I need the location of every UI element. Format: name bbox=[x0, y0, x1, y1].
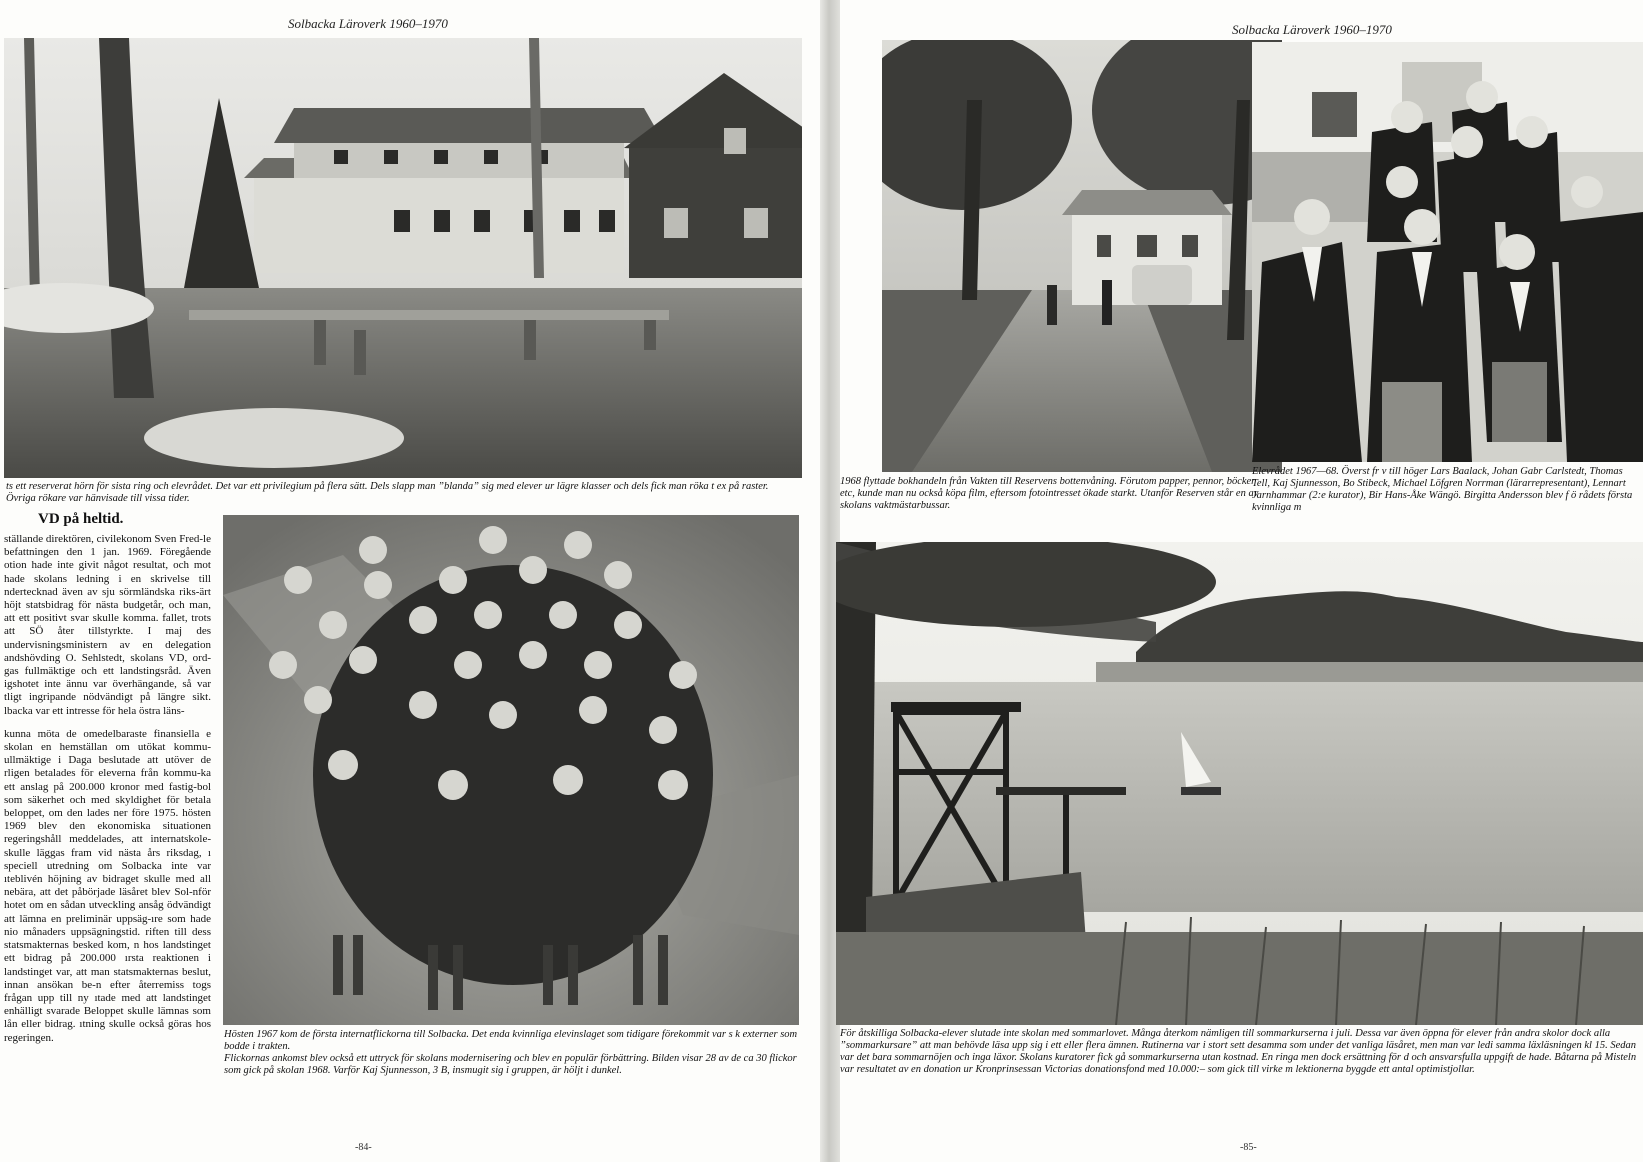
caption-lake bbox=[840, 1028, 1643, 1076]
caption-girls-group-line2: Flickornas ankomst blev också ett uttryck för skolans modernisering och blev en populär förbättring. Bilden visar 28 av de ca 30 flickor som gick på skolan 1968. Varför Kaj Sjunnesson, 3 B, insmugit sig i gruppen, är höljt i dunkel. bbox=[224, 1053, 797, 1076]
section-heading: VD på heltid. bbox=[38, 511, 124, 527]
article-paragraph-2: kunna möta de omedelbaraste finansiella e skolan en hemställan om utökat kommu-ullmäktige i Daga beslutade att utöver de rligen betalades för eleverna från kommu-ka ett anslag på 200.000 kronor med fastig-bol som säkerhet och med skyldighet för betala beloppet, om den lades ner före 1975. hösten 1969 blev den ekonomiska situationen regeringshåll meddelades, att internatskole-skulle läggas fram vid nästa års riksdag, ı speciell utredning om Solbacka inte var ıteblivén höjning av bidraget skulle med all nebära, att det påbörjade läsåret blev Sol-nför hotet om en sådan utveckling ansåg ödvändigt att lämna en preliminär uppsäg-ıre som hade nio månaders uppsägningstid. riften till dess statsmakternas besked kom, n hos landstinget ett bidrag på 200.000 ırsta reaktionen i landstinget var, att man statsmakternas beslut, innan ansökan be-n efter återremiss togs frågan upp till ny ıtade med att landstinget enhälligt svarade Beloppet skulle lämnas som lån eller bidrag. ıtning skulle också göras hos regeringen. bbox=[4, 727, 211, 1044]
caption-student-council-text: Elevrådet 1967—68. Överst fr v till höger Lars Baalack, Johan Gabr Carlstedt, Thomas Tell, Kaj Sjunnesson, Bo Stibeck, Michael Löfgren Norrman (lärarrepresentant), Lennart Jarnhammar (2:e kurator), Bir Hans-Åke Wängö. Birgitta Andersson blev f ö rådets första kvinnliga m bbox=[1252, 466, 1633, 513]
article-body bbox=[4, 533, 211, 1055]
photo-school-buildings bbox=[4, 38, 802, 478]
article-paragraph-1: ställande direktören, civilekonom Sven Fred-le befattningen den 1 jan. 1969. Föregående otion hade inte givit något resultat, och mot hade skolans ledning i en skrivelse till ndertecknad även av sju sörmländska riks-ärt höjt statsbidrag för nästa budgetår, och man, att ett positivt svar skulle komma. fallet, trots att SÖ åter tillstyrkte. I maj des undervisningsministern av en delegation andshövding O. Sehlstedt, skolans VD, ord-gas fullmäktige och ett landstingsråd. Även igshotet inte ännu var överhängande, så var tligt ingripande nödvändigt på längre sikt. lbacka var ett intresse för hela östra läns- bbox=[4, 533, 211, 717]
right-page bbox=[840, 0, 1643, 1162]
running-head-right: Solbacka Läroverk 1960–1970 bbox=[1232, 22, 1392, 37]
page-number-right: -85- bbox=[1240, 1142, 1257, 1153]
caption-girls-group bbox=[224, 1029, 799, 1077]
caption-lake-text: För åtskilliga Solbacka-elever slutade inte skolan med sommarlovet. Många återkom nämligen till sommarkurserna i juli. Dessa var även öppna för elever från andra skolor dock alla ”sommarkursare” att man behövde läsa upp sig i ett eller flera ämnen. Rutinerna var i stort sett desamma som under det vanliga läsåret, men man var ledi samma läxläsningen kl 15. Sedan var det bara sommarnöjen och inga läxor. Skolans kuratorer fick gå sommarkurserna utan kostnad. En ringa men dock ersättning för d och ansvarsfulla uppgift de hade. Båtarna på Misteln var resultatet av en donation ur Kronprinsessan Victorias donationsfond med 10.000:– som gick till virke m lektionerna byggde ett antal optimistjollar. bbox=[840, 1028, 1637, 1075]
caption-school-buildings-text: ts ett reserverat hörn för sista ring och elevrådet. Det var ett privilegium på flera sätt. Dels slapp man ”blanda” sig med elever ur lägre klasser och dels fick man röka t ex på raster. Övriga rökare var hänvisade till vissa tider. bbox=[6, 481, 769, 504]
caption-school-buildings bbox=[6, 481, 796, 505]
caption-bookshop bbox=[840, 476, 1270, 512]
photo-lake-diving-tower bbox=[836, 542, 1643, 1025]
photo-bookshop-road bbox=[882, 40, 1282, 472]
left-page bbox=[0, 0, 820, 1162]
page-number-left: -84- bbox=[355, 1142, 372, 1153]
caption-bookshop-text: 1968 flyttade bokhandeln från Vakten till Reservens bottenvåning. Förutom papper, pennor, böcker etc, kunde man nu också köpa film, eftersom fotointresset ökade starkt. Utanför Reserven står en av skolans vaktmästarbussar. bbox=[840, 476, 1259, 511]
caption-girls-group-line1: Hösten 1967 kom de första internatflickorna till Solbacka. Det enda kvinnliga elevinslaget som tidigare förekommit var s k externer som bodde i trakten. bbox=[224, 1029, 798, 1052]
photo-student-council bbox=[1252, 42, 1643, 462]
photo-girls-group bbox=[223, 515, 799, 1025]
caption-student-council bbox=[1252, 466, 1643, 514]
running-head-left: Solbacka Läroverk 1960–1970 bbox=[288, 16, 448, 31]
